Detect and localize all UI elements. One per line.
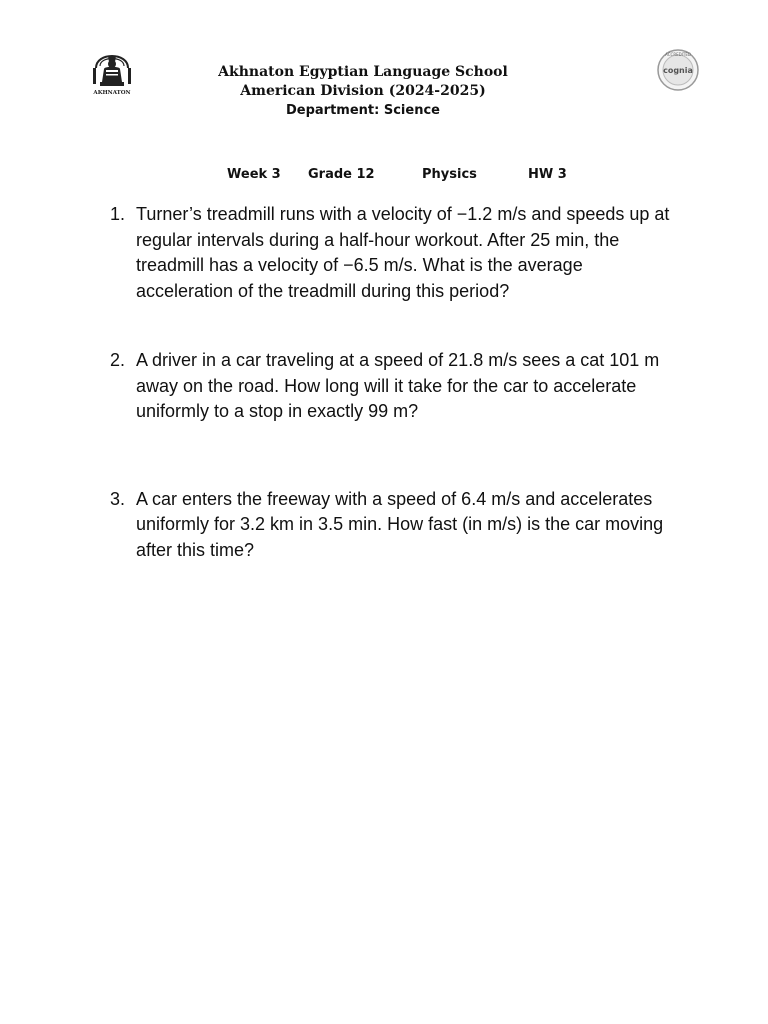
- division-label: American Division (2024-2025): [240, 83, 486, 99]
- question-text: A driver in a car traveling at a speed of 21.8 m/s sees a cat 101 m away on the road. How long will it take for the car to accelerate uniformly to a stop in exactly 99 m?: [136, 350, 660, 421]
- question-item: [110, 202, 670, 304]
- question-number: 2.: [110, 350, 126, 370]
- question-item: [110, 348, 670, 425]
- grade-label: Grade 12: [308, 167, 375, 182]
- question-number: 3.: [110, 488, 126, 509]
- homework-label: HW 3: [528, 167, 567, 182]
- subject-label: Physics: [422, 167, 477, 182]
- cognia-logo-icon: [656, 44, 700, 96]
- school-name: Akhnaton Egyptian Language School: [218, 64, 508, 80]
- school-header: [163, 63, 563, 120]
- akhnaton-logo-icon: [84, 42, 140, 98]
- question-list: [110, 202, 670, 563]
- week-label: Week 3: [227, 167, 281, 182]
- akhnaton-logo-text: AKHNATON: [93, 90, 131, 96]
- department-label: Department: Science: [286, 103, 440, 118]
- question-item: [110, 487, 670, 564]
- question-text: Turner’s treadmill runs with a velocity of −1.2 m/s and speeds up at regular intervals during a half-hour workout. After 25 min, the treadmill has a velocity of −6.5 m/s. What is the average acceleration of the treadmill during this period?: [136, 204, 670, 301]
- question-text: A car enters the freeway with a speed of 6.4 m/s and accelerates uniformly for 3.2 km in 3.5 min. How fast (in m/s) is the car moving after this time?: [136, 488, 664, 560]
- cognia-logo-text: cognia: [663, 66, 693, 75]
- cognia-ring-text: ACCREDITED: [665, 52, 691, 57]
- question-number: 1.: [110, 204, 126, 224]
